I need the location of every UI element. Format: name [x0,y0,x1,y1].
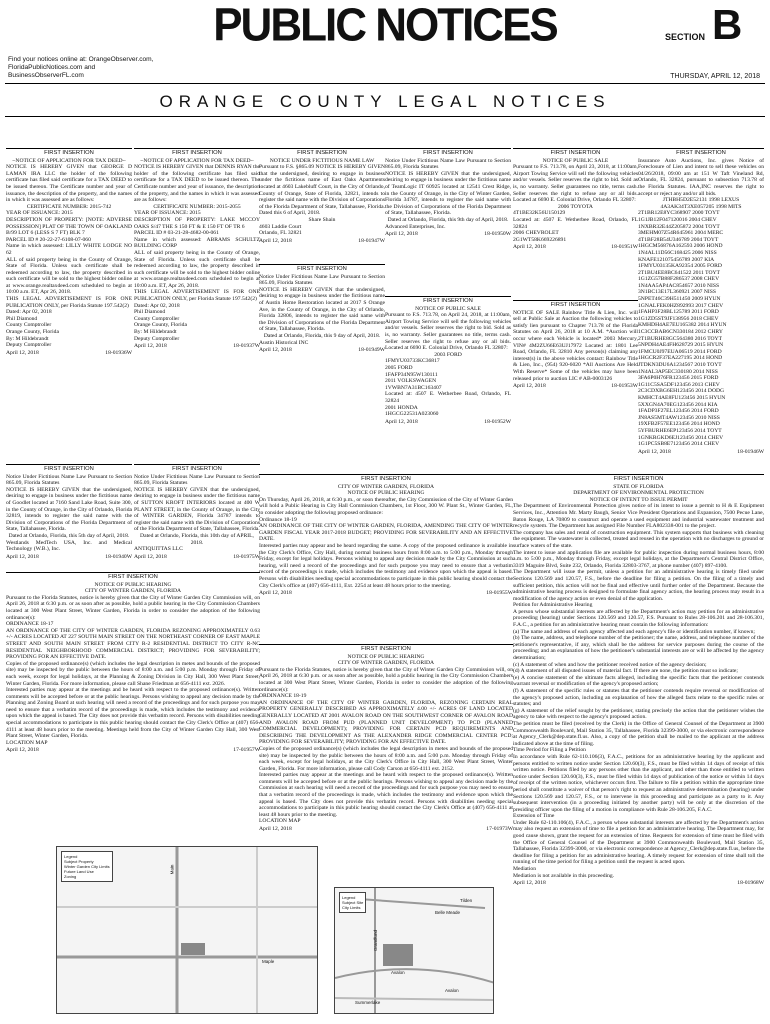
notice-text: The intent to issue and application file are available for public inspection during normal business hours, 8:00 a.m. to 5:00 p.m., Monday through Friday, except legal holidays, at the Department's Central District Office, 3319 Maguire Blvd, Suite 232, Orlando, Florida 32803-3767, at phone number (407) 897-4100. [513,549,764,569]
street-label: Grandlund [373,929,379,952]
notice-text: 1HGCR2F37EA227195 2014 HOND [638,355,723,362]
notice-text: The petition must be filed (received by the Clerk) in the Office of General Counsel of the Department at 3900 Commonwealth Boulevard, Mail Station 35, Tallahassee, Florida 32399-3000, or via electronic correspondence at Agency_Clerk@dep.state.fl.us. Also, a copy of the petition shall be mailed to the applicant at the address indicated above at the time of filing. [513,720,764,747]
notice-text: 1GNKRGKD6EJ123456 2014 CHEV [638,434,724,441]
notice-text: DEPARTMENT OF ENVIRONMENTAL PROTECTION [573,490,704,497]
legend-item: Zoning [64,874,77,879]
notice-insertion-label: FIRST INSERTION [361,476,411,482]
notice-text: The Department of Environmental Protection gives notice of its intent to issue a permit to H & E Equipment Services, Inc., Attention Mr. Marty Baugh, Senior Vice President Operations and Expansion, 7500 Pecue Lane, Baton Rouge, LA 70809 to construct and operate a used equipment and industrial wastewater treatment and recycle system. The Department has assigned File Number FLA802338-001 to the project. [513,503,764,530]
notice-rule [134,464,260,465]
notice-code: 18-01975W [233,553,260,560]
map-1-legend [61,851,113,882]
notice-footer [6,747,260,754]
notice-text: 2T1BR12E8YC368907 2000 TOYT [638,210,720,217]
notice-text: 1FMYU03733KC36817 [385,358,440,365]
notice-text: County Comptroller [134,315,180,322]
notice-code: 18-01951W [611,244,638,251]
legend-item: Subject Site [342,900,364,905]
notice-text: Dated at Orlando, Florida, this 5th day of April, 2018. [8,532,130,539]
notice-text: Advanced Enterprises, Inc. [385,223,446,230]
street-label: Maple [262,959,275,964]
notice-text: PARCEL ID # 03-21-28-4682-00-061 [134,230,219,237]
notice-text: ORDINANCE 18-19 [259,693,307,700]
notice-text: 1FADP3F27EL123456 2014 FORD [638,408,719,415]
legal-notice [513,148,638,274]
notice-footer [134,343,260,350]
notice-text: Extension of Time [513,813,555,820]
notice-text: (b) The name, address, and telephone number of the petitioner; the name, address, and telephone number of the petitioner's representative, if any, which shall be the address for service purposes during the course of the proceeding; and an explanation of how the petitioner's substantial interests are or will be affected by the agency determination; [513,635,764,662]
notice-text: A person whose substantial interests are affected by the Department's action may petition for an administrative proceeding (hearing) under Sections 120.569 and 120.57, F.S. Pursuant to Rules 28-106.201 and 28-106.301, F.A.C., a petition for an administrative hearing must contain the following information: [513,608,764,629]
notice-text: 1GNALFEK0HZ892993 2017 CHEV [638,302,724,309]
notice-text: AN ORDINANCE OF THE CITY OF WINTER GARDEN, FLORIDA, AMENDING THE CITY OF WINTER GARDEN FISCAL YEAR 2017-2018 BUDGET; PROVIDING FOR SEVERABILITY AND AN EFFECTIVE DATE. [259,523,513,543]
notice-text: ORDINANCE 18-17 [6,621,54,628]
notice-text: KMHCT4AE8FU123456 2015 HYUN [638,394,726,401]
notice-text: 1N4AA5AP4AC854657 2010 NISS [638,282,720,289]
notice-insertion-label: FIRST INSERTION [297,150,347,156]
notice-insertion-label: FIRST INSERTION [172,466,222,472]
notice-text: CERTIFICATE NUMBER: 2015-2055 [153,203,241,210]
location-map-2 [334,887,494,1014]
notice-text: 5YFBURHE6EP123456 2014 TOYT [638,427,722,434]
street-label: Avalon [445,988,459,993]
notice-rule [513,474,764,475]
notice-date: April 12, 2018 [259,237,292,244]
notice-code: 17-01973W [486,826,513,833]
notice-text: (c) A statement of when and how the petitioner received notice of the agency decision; [513,661,707,668]
notice-text: PARCEL ID # 20-22-27-6108-07-060 [6,236,91,243]
notice-rule [6,572,260,573]
notice-code: 18-01947W [358,237,385,244]
notice-rule [259,474,513,475]
legal-notice [134,464,260,572]
notice-text: THIS LEGAL ADVERTISEMENT IS FOR ONE PUBLICATION ONLY, per Florida Statute 197.542(2) [134,289,260,303]
notice-text: Name in which assessed: ABRAMS SCHULTZ BUILDING CORP [134,236,260,250]
street-label: Belle Meade [435,910,461,915]
notice-text: 2T1BU4EE8BC641522 2011 TOYT [638,269,720,276]
notice-text: 1FMCU0J97EUA06519 2014 FORD [638,348,722,355]
notice-text: ALL of said property being in the County of Orange, State of Florida. Unless such certificate shall be redeemed according to law, the property described in such certificate will be sold to the highest bidder online at www.orange.realtaxdeed.com scheduled to begin at 10:00 a.m. ET, Apr 26, 2018. [6,256,132,296]
notice-footer [385,419,511,426]
county-heading: ORANGE COUNTY LEGAL NOTICES [159,92,611,111]
notice-code: 18-01968W [737,880,764,887]
notice-text: (a) The name and address of each agency affected and each agency's file or identification number, if known; [513,628,755,635]
legend-title: Legend [64,854,78,859]
notice-text: NOTICE OF PUBLIC HEARING [347,490,425,497]
notice-text: 4T1BF28B54U346789 2004 TOYT [638,236,719,243]
notice-text: On Thursday, April 26, 2018, at 6:30 p.m., or soon thereafter, the City Commission of the City of Winter Garden will hold a Public Hearing in City Hall Commission Chambers, 1st Floor, 300 W. Plant St., Winter Garden, FL, to consider adopting the following proposed ordinance: [259,496,513,516]
notice-text: KMHDH4AE7EU165382 2014 HYUN [638,322,727,329]
notice-text: 2001 HONDA [385,404,418,411]
notice-text: Orlando, FL 32821 [259,230,302,237]
notice-text: 1HGCG22531A023060 [385,411,439,418]
legal-notice [259,474,513,644]
notice-text: 1G1PC5SB8E7123456 2014 CHEV [638,441,720,448]
notice-text: CITY OF WINTER GARDEN, FLORIDA [337,483,435,490]
masthead [0,0,770,118]
street-label: Avalon [391,970,405,975]
notice-rule [259,148,385,149]
notice-text: AN ORDINANCE OF THE CITY OF WINTER GARDEN, FLORIDA, REZONING CERTAIN REAL PROPERTY GENERALLY DESCRIBED AS APPROXIMATELY 4.00 +/- ACRES OF LAND LOCATED GENERALLY LOCATED AT 2001 AVALON ROAD ON THE SOUTHWEST CORNER OF AVALON ROAD AND AVALON ROAD FROM PUD (PLANNED UNIT DEVELOPMENT) TO PCD (PLANNED COMMERCIAL DEVELOPMENT); PROVIDING FOR CERTAIN PCD REQUIREMENTS AND DESCRIBING THE DEVELOPMENT AS THE ALEXANDER RIDGE COMMERCIAL CENTER PCD; PROVIDING FOR SEVERABILITY; PROVIDING FOR AN EFFECTIVE DATE. [259,699,513,746]
notice-text: The company has sales and rental of construction equipment. This system supports that business with cleaning the equipment. The wastewater is collected, treated and reused in the operation with no discharges to ground or surface waters of the state. [513,529,764,549]
notice-text: 3MEHM07Z54R645961 2004 MERC [638,230,724,237]
find-line: BusinessObserverFL.com [8,72,84,79]
legend-item: Winter Garden City Limits [64,864,110,869]
notice-text: KNAFE121075456789 2007 KIA [638,256,715,263]
notice-insertion-label: FIRST INSERTION [172,150,222,156]
notice-text: ~NOTICE OF APPLICATION FOR TAX DEED~ [140,157,254,164]
notice-text: Mediation is not available in this proceeding. [513,872,615,879]
notice-text: DESCRIPTION OF PROPERTY: LAKE MCCOY OAKS S/47 THE S 150 FT & E 150 FT OF TR 6 [134,216,260,230]
notice-text: Pursuant to F.S. 713.78, on April 23, 2018, at 11:00am, Airport Towing Service will sell the following vehicles and/or vessels. Seller reserves the right to bid. Sold as is, no warranty. Seller guarantees no title, terms cash. Seller reserves the right to refuse any or all bids. Located at 6690 E. Colonial Drive, Orlando FL 32807: [513,164,638,204]
notice-text: Copies of the proposed ordinance(s) (which includes the legal description in metes and bounds of the proposed site) may be inspected by the public between the hours of 8:00 a.m. and 5:00 p.m. Monday through Friday of each week, except for legal holidays, at the Planning & Zoning Division in City Hall, 300 West Plant Street, Winter Garden, Florida. For more information, please call Shane Friedman at 656-4111 ext. 2026. [6,660,260,687]
notice-text: (d) A statement of all disputed issues of material fact. If there are none, the petition must so indicate; [513,668,738,675]
notice-code: 18-01953W [611,383,638,390]
legend-item: Subject Property [64,859,94,864]
notice-text: 1N4AL11D56C168425 2006 NISS [638,249,717,256]
notice-text: Time Period for Filing a Petition [513,747,586,754]
notice-text: Dated at Orlando, Florida, this 9th day of April, 2018. [387,216,509,223]
notice-code: 18-01940W [105,553,132,560]
notice-insertion-label: FIRST INSERTION [550,150,601,156]
rule [5,116,765,117]
notice-text: 1VWBN7A31BC163407 [385,384,442,391]
notice-code: 18-01949W [358,347,385,354]
notice-date: April 12, 2018 [385,418,418,425]
notice-text: 1N4AL3AP5EC330180 2014 NISS [638,368,718,375]
notice-date: April 12, 2018 [513,880,546,887]
notice-date: April 12, 2018 [638,448,671,455]
notice-text: 19XFB2F57EE123456 2014 HOND [638,421,720,428]
legal-notice [259,264,385,474]
notice-text: 1G1JB12F047120016 2004 CHEV [638,216,717,223]
notice-text: By: M Hildebrandt [134,329,177,336]
notice-date: April 12, 2018 [385,231,418,238]
notice-code: 18-01955W [486,590,513,597]
notice-text: Phil Diamond [134,309,166,316]
notice-code: 17-01957W [233,747,260,754]
notice-text: 1G1ZG57B88F286537 2008 CHEV [638,276,720,283]
notice-text: AN ORDINANCE OF THE CITY OF WINTER GARDEN, FLORIDA REZONING APPROXIMATELY 0.63 +/- ACRES LOCATED AT 227 SOUTH MAIN STREET ON THE NORTHEAST CORNER OF EAST MAPLE STREET AND SOUTH MAIN STREET FROM CITY R-2 RESIDENTIAL DISTRICT TO CITY R-NC RESIDENTIAL NEIGHBORHOOD COMMERCIAL DISTRICT; PROVIDING FOR SEVERABILITY; PROVIDING FOR AN EFFECTIVE DATE. [6,627,260,661]
notice-text: Notice Under Fictitious Name Law Pursuant to Section 865.09, Florida Statutes [385,157,511,171]
notice-footer [259,347,385,354]
notice-text: Austin Historical INC [259,339,309,346]
notice-text: (e) A concise statement of the ultimate facts alleged, including the specific facts that the petitioner contends warrant reversal or modification of the agency's proposed action; [513,674,764,688]
notice-insertion-label: FIRST INSERTION [550,302,601,308]
notice-text: NOTICE IS HEREBY GIVEN that GEORGE D LAMAN IRA LLC the holder of the following certificate has filed said certificate for a TAX DEED to be issued thereon. The Certificate number and year of issuance, the description of the property, and the names in which it was assessed are as follows: [6,164,132,204]
notice-date: April 12, 2018 [513,383,546,390]
notice-text: Dated: Apr 02, 2018 [134,302,180,309]
notice-text: LOCATION MAP [6,739,48,746]
notice-text: NOTICE OF PUBLIC HEARING [94,581,172,588]
notice-text: 1FAFP34N95W130111 [385,371,438,378]
notice-footer [259,238,385,245]
notice-text: ~NOTICE OF APPLICATION FOR TAX DEED~ [12,157,126,164]
notice-text: Notice Under Fictitious Name Law Pursuant to Section 865.09, Florida Statutes [134,473,260,487]
notice-insertion-label: FIRST INSERTION [676,150,726,156]
notice-text: Notice Under Fictitious Name Law Pursuant to Section 865.09, Florida Statutes [6,473,132,487]
notice-text: 3FA6P0H76FR123456 2015 FORD [638,375,719,382]
notice-text: 2C3CDXBG6EH123456 2014 DODG [638,388,725,395]
notice-text: Dated: Apr 02, 2018 [6,309,52,316]
notice-text: NOTICE OF PUBLIC SALE [415,305,481,312]
street-label: Tilden [460,898,473,903]
notice-text: CITY OF WINTER GARDEN, FLORIDA [84,588,182,595]
notice-text: 1FMYU03135KA92354 2005 FORD [638,263,722,270]
legal-notice [385,148,511,254]
notice-text: 2006 TOYOTA [558,203,593,210]
notice-text: Pursuant to F.S. 713.78, on April 24, 2018, at 11:00am, Airport Towing Service will sell the following vehicles and/or vessels. Seller reserves the right to bid. Sold as is, no warranty. Seller guarantees no title, terms cash. Seller reserves the right to refuse any or all bids. Located at 6690 E. Colonial Drive, Orlando FL 32807: [385,312,511,352]
notice-footer [638,449,764,456]
notice-text: 1G1ZD5ST9JF138956 2018 CHEV [638,315,719,322]
notice-code: 18-01952W [484,418,511,425]
legal-notice [6,148,132,474]
notice-text: 2005 FORD [385,364,413,371]
notice-text: Interested parties may appear and be heard regarding the same. A copy of the proposed ordinance is available in the City Clerk's Office, City Hall, during normal business hours from 8:00 a.m. to 5:00 p.m., Monday through Friday, except for legal holidays. Persons wishing to appeal any decision made by the City Commission at such hearing, will need a record of the proceedings and for such purpose you may need to ensure that a verbatim record of the proceedings is made, which includes the testimony and evidence upon which the appeal is based. Persons with disabilities needing special accommodations to participate in this public hearing should contact the City Clerk's office at (407) 656-4111, Ext. 2254 at least 48 hours prior to the meeting. [259,542,513,589]
notice-text: NOTICE OF INTENT TO ISSUE PERMIT [589,496,688,503]
notice-insertion-label: FIRST INSERTION [108,574,158,580]
notice-footer [385,231,511,238]
notice-date: April 12, 2018 [6,747,39,754]
notice-text: 1NXBR32E44Z205872 2004 TOYT [638,223,720,230]
notice-text: (f) A statement of the specific rules or statutes that the petitioner contends require reversal or modification of the agency's proposed action, including an explanation of how the alleged facts relate to the specific rules or statutes; and [513,688,764,708]
notice-rule [6,464,132,465]
notice-code: 18-01946W [737,448,764,455]
legal-notice [6,464,132,572]
notice-code: 18-01937W [233,343,260,350]
notice-date: April 12, 2018 [6,349,39,356]
notice-rule [134,148,260,149]
notice-code: 18-01936W [105,349,132,356]
location-map-1 [56,846,318,1014]
notice-text: Petition for Administrative Hearing [513,602,593,609]
notice-text: NOTICE OF SALE Rainbow Title & Lien, Inc. will sell at Public Sale at Auction the following vehicles to satisfy lien pursuant to Chapter 713.78 of the Florida Statutes on April 26, 2018 at 10 A.M. *Auction will occur where each Vehicle is located* 2003 Mercury, VIN# 4M2ZU66E63UJ17972 Located at: 1801 Lee Road, Orlando, FL 32810 Any person(s) claiming any interest(s) in the above vehicles contact: Rainbow Title & Lien, Inc., (954) 920-6020 *All Auctions Are Held With Reserve* Some of the vehicles may have been released prior to auction LIC # AB-0003126 [513,309,638,382]
find-line: FloridaPublicNotices.com and [8,64,96,71]
legal-notice [259,148,385,254]
notice-text: THIS LEGAL ADVERTISEMENT IS FOR ONE PUBLICATION ONLY, per Florida Statute 197.542(2) [6,296,132,309]
notice-text: Interested parties may appear at the meetings and be heard with respect to the proposed ordinance(s). Written comments will be accepted before or at the public hearings. Persons wishing to appeal any decision made by the Planning and Zoning Board at such hearing will need a record of the proceedings and for such purpose you may need to ensure that a verbatim record of the proceedings is made, which includes the testimony and evidence upon which the appeal is based. The City does not provide this verbatim record. Persons with disabilities needing special accommodations to participate in this public hearing should contact the City Clerk's Office at (407) 656-4111 at least 48 hours prior to the meeting. Meetings held from the City of Winter Garden City Hall, 300 West Plant Street, Winter Garden, Florida. [6,687,260,740]
notice-footer [513,244,638,251]
notice-text: Ordinance 18-19 [259,516,297,523]
notice-text: County Comptroller [6,322,52,329]
notice-text: Located at: 4507 E. Wetherbee Road, Orlando, FL 32824 [513,216,638,230]
notice-date: April 12, 2018 [134,553,167,560]
notice-text: Orange County, Florida [134,322,187,329]
notice-date: April 12, 2018 [259,590,292,597]
notice-text: NOTICE IS HEREBY GIVEN that the undersigned, desiring to engage in business under the fictitious name of SUTTON KROFT INTERIORS located at 400 W PLANT STREET, in the County of Orange, in the City of WINTER GARDEN, Florida 34787 intends to register the said name with the Division of Corporations of the Florida Department of State, Tallahassee, Florida. [134,486,260,533]
street-label: Summerlake [355,1000,381,1005]
notice-insertion-label: FIRST INSERTION [44,150,94,156]
notice-text: Deputy Comptroller [6,342,52,349]
notice-rule [259,644,513,645]
notice-rule [385,296,511,297]
notice-text: Dated at Orlando, Florida, this 10th day of APRIL, 2018. [140,532,254,546]
brand-title: PUBLIC NOTICES [213,0,557,52]
notice-text: 2G1WT58K669226891 [513,236,567,243]
notice-text: JTHBH5D2E52131 1998 LEXUS [662,197,740,204]
notice-text: 5XXGN4A70EG123456 2014 KIA [638,401,718,408]
notice-text: 3N1BC13E17L360921 2007 NISS [638,289,717,296]
notice-rule [638,148,764,149]
section-label: SECTION [665,32,706,42]
find-online-text [8,56,288,80]
legend-item: Future Land Use [64,869,94,874]
notice-text: Pursuant to the Florida Statutes, notice is hereby given that the City of Winter Garden City Commission will, on April 26, 2018 at 6:30 p.m. or as soon after as possible, hold a public hearing in the City Commission Chambers located at 300 West Plant Street, Winter Garden, Florida in order to consider the adoption of the following ordinance(s): [6,594,260,621]
notice-text: NOTICE IS HEREBY GIVEN that the undersigned, desiring to engage in business under the fictitious name of Austin Home Restoration located at 2017 S Orange Ave, in the County of Orange, in the City of Orlando, Florida 32806, intends to register the said name with the Division of Corporations of the Florida Department of State, Tallahassee, Florida. [259,286,385,333]
notice-text: The Department will issue the permit, unless a petition for an administrative hearing is timely filed under Sections 120.569 and 120.57, F.S., before the deadline for filing a petition. On the filing of a timely and sufficient petition, this action will not be final and effective until further order of the Department. Because the administrative hearing process is designed to formulate final agency action, the hearing process may result in a modification of the agency action or even denial of the application. [513,569,764,602]
notice-text: NOTICE IS HEREBY GIVEN that the undersigned, desiring to engage in business under the fictitious name of TeamLogic IT 60925 located at 12541 Crest Ridge, in the County of Orange, in the City of Winter Garden, Florida 34787, intends to register the said name with the Division of Corporations of the Florida Department of State, Tallahassee, Florida. [385,170,511,217]
notice-footer [513,880,764,887]
notice-text: 4T1BE32K56U150129 [513,210,566,217]
notice-code: 18-01950W [484,231,511,238]
notice-insertion-label: FIRST INSERTION [423,298,473,304]
notice-text: ANTIQUITTAS LLC [134,546,183,553]
notice-text: Copies of the proposed ordinance(s) (which includes the legal description in metes and bounds of the proposed site) may be inspected by the public between the hours of 8:00 a.m. and 5:00 p.m. Monday through Friday of each week, except for legal holidays, at the City Clerk's Office in City Hall, 300 West Plant Street, Winter Garden, Florida. For more information, please call Cody Carson at 656-4111 ext. 2152. [259,745,513,772]
notice-text: By: M Hildebrandt [6,335,49,342]
notice-text: 1G11C5SA5DF123456 2013 CHEV [638,381,720,388]
notice-text: 5NPET46C39H511450 2009 HYUN [638,296,721,303]
notice-text: NOTICE IS HEREBY GIVEN that the undersigned, desiring to engage in business under the fictitious name of Goodlet located at 7160 Sand Lake Road, Suite 300, in the County of Orange, in the City of Orlando, Florida 32819, intends to register the said name with the Division of Corporations of the Florida Department of State, Tallahassee, Florida. [6,486,132,533]
notice-text: 5NPDH4AE4FH628729 2015 HYUN [638,342,724,349]
notice-insertion-label: FIRST INSERTION [44,466,94,472]
section-letter: B [712,1,743,48]
notice-text: STATE OF FLORIDA [613,483,664,490]
notice-text: Share Shain [308,216,336,223]
notice-text: DESCRIPTION OF PROPERTY: [NOTE: ADVERSE POSSESSION] PLAT OF THE TOWN OF OAKLAND B/99 LOT 6 (LESS S 7 FT) BLK 7 [6,216,132,237]
notice-insertion-label: FIRST INSERTION [297,266,347,272]
notice-footer [134,554,260,561]
notice-text: ALL of said property being in the County of Orange, State of Florida. Unless such certificate shall be redeemed according to law, the property described in such certificate will be sold to the highest bidder online at www.orange.realtaxdeed.com scheduled to begin at 10:00 a.m. ET, Apr 26, 2018. [134,249,260,289]
notice-footer [513,383,638,390]
notice-text: 4A3AK34T3XE057205 1998 MITS [660,203,742,210]
find-line: Find your notices online at: OrangeObserver.com, [8,56,154,63]
notice-text: Interested parties may appear at the meetings and be heard with respect to the proposed ordinance(s). Written comments will be accepted before or at the public hearings. Persons wishing to appeal any decision made by the Commission at such hearing will need a record of the proceedings and for such purpose you may need to ensure that a verbatim record of the proceedings is made, which includes the testimony and evidence upon which the appeal is based. The City does not provide this verbatim record. Persons with disabilities needing special accommodations to participate in this public hearing should contact the City Clerk's Office at (407) 656-4111 at least 48 hours prior to the meeting. [259,772,513,818]
notice-text: NOTICE OF PUBLIC HEARING [347,653,425,660]
map-2-legend [339,892,366,913]
notice-footer [259,826,513,833]
notice-text: Insurance Auto Auctions, Inc. gives Notice of Foreclosure of Lien and intent to sell these vehicles on 04/26/2018, 09:00 am at 151 W Taft Vineland Rd, Orlando, FL 32824, pursuant to subsection 713.78 of the Florida Statutes. IAA,INC reserves the right to accept or reject any and/or all bids. [638,157,764,197]
legal-notice [385,296,511,474]
notice-text: In accordance with Rule 62-110.106(3), F.A.C., petitions for an administrative hearing by the applicant and persons entitled to written notice under Section 120.60(3), F.S., must be filed within 14 days of receipt of this written notice. Petitions filed by any persons other than the applicant, and other than those entitled to written notice under Section 120.60(3), F.S., must be filed within 14 days of publication of the notice or within 14 days of receipt of the written notice, whichever occurs first. The failure to file a petition within the appropriate time period shall constitute a waiver of that person's right to request an administrative determination (hearing) under Sections 120.569 and 120.57, F.S., or to intervene in this proceeding and participate as a party to it. Any subsequent intervention (in a proceeding initiated by another party) will be only at the discretion of the presiding officer upon the filing of a motion in compliance with Rule 28-106.205, F.A.C. [513,753,764,813]
notice-footer [6,350,132,357]
notice-text: Pursuant to F.S. §865.09 NOTICE IS HEREBY GIVEN that the undersigned, desiring to engage in business under the fictitious name of East Oaks Apartments located at 4603 Lakebluff Court, in the City of Orlando, County of Orange, State of Florida, 32821, intends to register the said name with the Division of Corporations of the Florida Department of State, Tallahassee, Florida. Dated this 6 of April, 2018. [259,164,385,217]
notice-text: Dated at Orlando, Florida, this 9 day of April, 2018. [263,332,381,339]
notice-insertion-label: FIRST INSERTION [361,646,411,652]
notice-rule [6,148,132,149]
notice-text: Mediation [513,866,536,873]
notice-text: JTDKN3DU6A1234567 2010 TOYT [638,362,722,368]
notice-text: 2T1BURHE8GC564380 2016 TOYT [638,335,723,342]
notice-text: JN8AS5MT4AW123456 2010 NISS [638,414,720,421]
notice-text: YEAR OF ISSUANCE: 2015 [6,210,73,217]
notice-text: Phil Diamond [6,315,38,322]
street-label: Main [169,864,175,875]
notice-text: NOTICE UNDER FICTITIOUS NAME LAW [269,157,375,164]
notice-text: Deputy Comptroller [134,335,180,342]
notice-rule [259,264,385,265]
notice-date: April 12, 2018 [259,826,292,833]
publication-date: THURSDAY, APRIL 12, 2018 [670,73,760,80]
notice-text: YEAR OF ISSUANCE: 2015 [134,210,201,217]
notice-rule [385,148,511,149]
notice-text: 1FAHP3F28BL125789 2011 FORD [638,309,719,316]
notice-rule [513,148,638,149]
notice-text: 1C3CCBAB6CN330184 2012 CHRY [638,329,723,336]
notice-text: 4603 Laddie Court [259,223,302,230]
notice-text: 2006 CHEVROLET [513,230,559,237]
legend-title: Legend [342,895,356,900]
notice-rule [513,300,638,301]
notice-text: 2011 VOLKSWAGEN [385,378,437,385]
notice-text: CITY OF WINTER GARDEN, FLORIDA [337,660,435,667]
notice-date: April 12, 2018 [513,244,546,251]
notice-text: LOCATION MAP [259,818,301,825]
notice-text: NOTICE IS HEREBY GIVEN that DENNIS RYAN the holder of the following certificate has filed said certificate for a TAX DEED to be issued thereon. The Certificate number and year of issuance, the description of the property, and the names in which it was assessed are as follows: [134,164,260,204]
legal-notice [513,300,638,474]
notice-text: CERTIFICATE NUMBER: 2015-742 [26,203,112,210]
notice-text: Located at: 4507 E. Wetherbee Road, Orlando, FL 32824 [385,391,511,404]
notice-text: Name in which assessed: LILLY WHITE LODGE NO 62 [6,243,132,256]
notice-insertion-label: FIRST INSERTION [613,476,664,482]
notice-footer [259,590,513,597]
notice-date: April 12, 2018 [134,343,167,350]
legal-notice [513,474,764,1024]
notice-text: (g) A statement of the relief sought by the petitioner, stating precisely the action that the petitioner wishes the agency to take with respect to the agency's proposed action. [513,707,764,721]
notice-text: Westlands MedTech USA, Inc. and Medical Technology (W.B.), Inc. [6,539,132,553]
legal-notice [134,148,260,474]
notice-text: Under Rule 62-110.106(4), F.A.C., a person whose substantial interests are affected by the Department's action may also request an extension of time to file a petition for an administrative hearing. The Department may, for good cause shown, grant the request for an extension of time. Requests for extension of time must be filed with the Office of General Counsel of the Department at 3900 Commonwealth Boulevard, Mail Station 35, Tallahassee, Florida 32399-3000, or via electronic correspondence at Agency_Clerk@dep.state.fl.us, before the deadline for filing a petition for an administrative hearing. A timely request for extension of time shall toll the running of the time period for filing a petition until the request is acted upon. [513,819,764,866]
legal-notice [638,148,764,474]
notice-text: Notice Under Fictitious Name Law Pursuant to Section 865.09, Florida Statutes [259,273,385,287]
legend-item: City Limits [342,905,361,910]
notice-text: NOTICE OF PUBLIC SALE [542,157,609,164]
notice-text: 2003 FORD [434,351,462,358]
notice-text: Orange County, Florida [6,329,59,336]
notice-date: April 12, 2018 [6,553,39,560]
notice-footer [6,554,132,561]
rule [5,83,765,84]
notice-text: Pursuant to the Florida Statutes, notice is hereby given that the City of Winter Garden City Commission will, on April 26, 2018 at 6:30 p.m. or as soon after as possible, hold a public hearing in the City Commission Chambers located at 300 West Plant Street, Winter Garden, Florida in order to consider the adoption of the following ordinance(s): [259,666,513,693]
notice-text: 1HGCM56876A162593 2006 HOND [638,243,723,250]
notice-insertion-label: FIRST INSERTION [423,150,473,156]
notice-date: April 12, 2018 [259,347,292,354]
